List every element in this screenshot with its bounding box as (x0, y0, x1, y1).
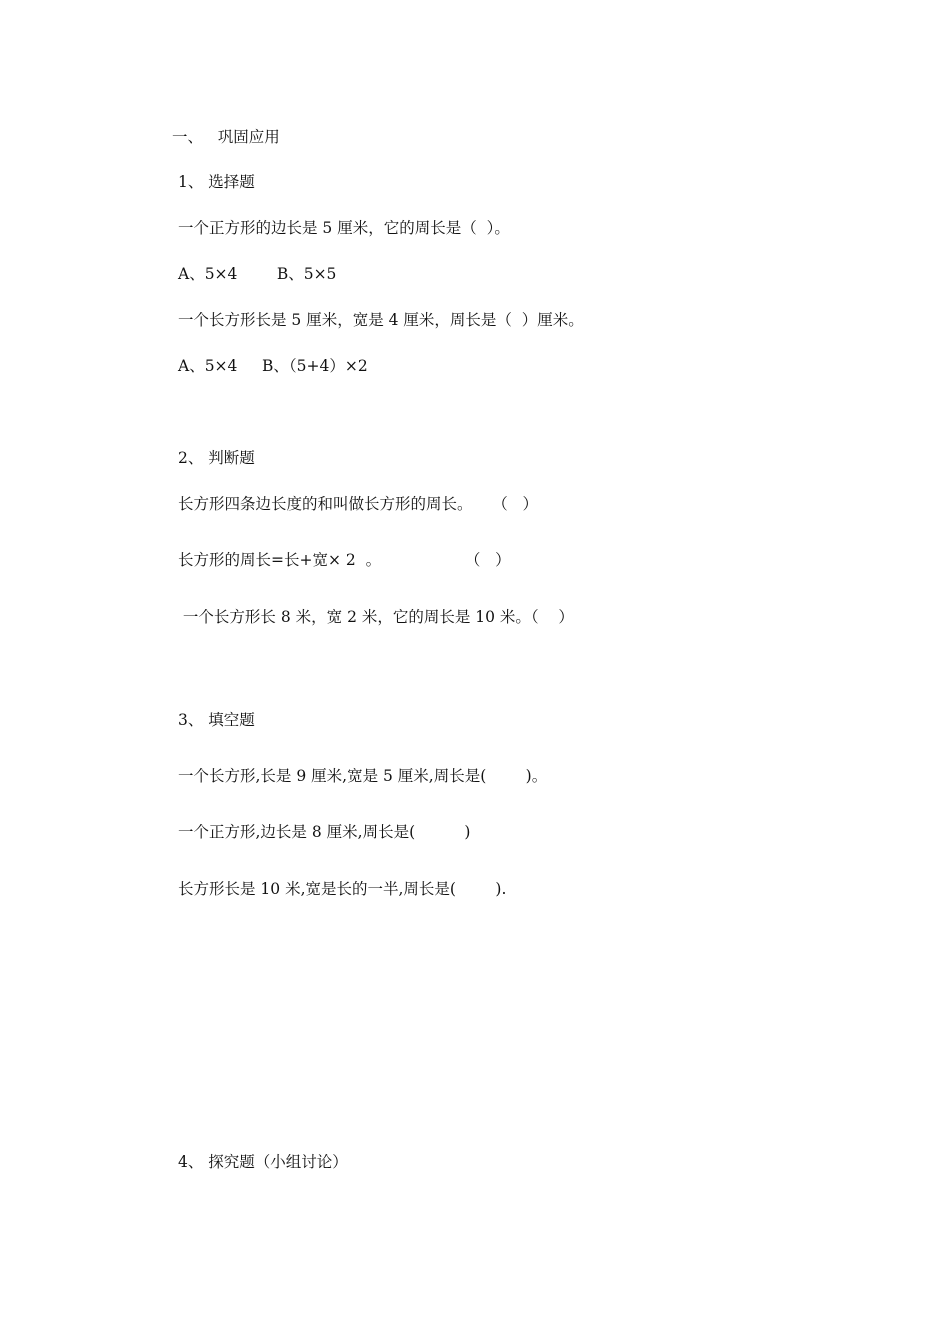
judge-heading: 2、 判断题 (178, 449, 255, 467)
choice-heading: 1、 选择题 (178, 173, 255, 191)
choice-options-2: A、5×4 B、（5+4）×2 (178, 357, 368, 375)
explore-heading: 4、 探究题（小组讨论） (178, 1153, 348, 1171)
fill-question-1: 一个长方形,长是 9 厘米,宽是 5 厘米,周长是( )。 (178, 767, 548, 785)
judge-statement-3: 一个长方形长 8 米，宽 2 米，它的周长是 10 米。（ ） (178, 608, 574, 626)
judge-statement-1: 长方形四条边长度的和叫做长方形的周长。 （ ） (178, 495, 538, 513)
section-title: 一、 巩固应用 (172, 128, 280, 146)
fill-question-3: 长方形长是 10 米,宽是长的一半,周长是( ). (178, 880, 507, 898)
choice-question-2: 一个长方形长是 5 厘米，宽是 4 厘米，周长是（ ）厘米。 (178, 311, 584, 329)
fill-question-2: 一个正方形,边长是 8 厘米,周长是( ) (178, 823, 471, 841)
choice-question-1: 一个正方形的边长是 5 厘米，它的周长是（ ）。 (178, 219, 510, 237)
fill-heading: 3、 填空题 (178, 711, 255, 729)
choice-options-1: A、5×4 B、5×5 (178, 265, 337, 283)
judge-statement-2: 长方形的周长=长+宽× 2 。 （ ） (178, 551, 511, 569)
